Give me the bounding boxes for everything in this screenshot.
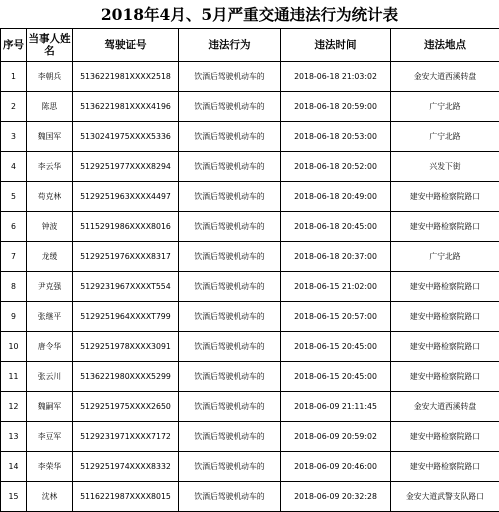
- cell-seq: 1: [1, 62, 27, 92]
- cell-violation: 饮酒后驾驶机动车的: [179, 212, 281, 242]
- table-row: [1, 152, 499, 182]
- cell-violation: 饮酒后驾驶机动车的: [179, 362, 281, 392]
- cell-violation: 饮酒后驾驶机动车的: [179, 62, 281, 92]
- cell-name: 李豆军: [27, 422, 73, 452]
- cell-violation: 饮酒后驾驶机动车的: [179, 332, 281, 362]
- cell-seq: 5: [1, 182, 27, 212]
- table-row: [1, 272, 499, 302]
- cell-seq: 2: [1, 92, 27, 122]
- cell-seq: 10: [1, 332, 27, 362]
- cell-seq: 4: [1, 152, 27, 182]
- cell-location: 建安中路检察院路口: [391, 452, 499, 482]
- cell-name: 张继平: [27, 302, 73, 332]
- cell-license: 5129251963XXXX4497: [73, 182, 179, 212]
- cell-location: 建安中路检察院路口: [391, 272, 499, 302]
- header-name: 当事人姓名: [27, 29, 73, 62]
- table-title: 2018年4月、5月严重交通违法行为统计表: [0, 0, 499, 28]
- cell-location: 金安大道西溪转盘: [391, 62, 499, 92]
- table-row: [1, 332, 499, 362]
- table-row: [1, 362, 499, 392]
- cell-license: 5136221981XXXX4196: [73, 92, 179, 122]
- cell-location: 广宁北路: [391, 242, 499, 272]
- cell-seq: 3: [1, 122, 27, 152]
- table-row: [1, 92, 499, 122]
- cell-time: 2018-06-09 20:59:02: [281, 422, 391, 452]
- cell-license: 5136221980XXXX5299: [73, 362, 179, 392]
- cell-violation: 饮酒后驾驶机动车的: [179, 122, 281, 152]
- cell-name: 张云川: [27, 362, 73, 392]
- cell-time: 2018-06-15 20:57:00: [281, 302, 391, 332]
- table-row: [1, 392, 499, 422]
- table-row: [1, 212, 499, 242]
- cell-time: 2018-06-18 21:03:02: [281, 62, 391, 92]
- cell-time: 2018-06-15 20:45:00: [281, 332, 391, 362]
- cell-name: 龙缓: [27, 242, 73, 272]
- cell-license: 5116221987XXXX8015: [73, 482, 179, 512]
- cell-seq: 15: [1, 482, 27, 512]
- cell-license: 5130241975XXXX5336: [73, 122, 179, 152]
- cell-violation: 饮酒后驾驶机动车的: [179, 242, 281, 272]
- cell-time: 2018-06-15 20:45:00: [281, 362, 391, 392]
- cell-location: 兴发下街: [391, 152, 499, 182]
- cell-violation: 饮酒后驾驶机动车的: [179, 422, 281, 452]
- cell-violation: 饮酒后驾驶机动车的: [179, 272, 281, 302]
- table-row: [1, 482, 499, 512]
- cell-time: 2018-06-15 21:02:00: [281, 272, 391, 302]
- cell-seq: 8: [1, 272, 27, 302]
- cell-license: 5129251978XXXX3091: [73, 332, 179, 362]
- cell-seq: 6: [1, 212, 27, 242]
- cell-name: 钟波: [27, 212, 73, 242]
- cell-violation: 饮酒后驾驶机动车的: [179, 302, 281, 332]
- header-time: 违法时间: [281, 29, 391, 62]
- cell-time: 2018-06-09 21:11:45: [281, 392, 391, 422]
- cell-location: 建安中路检察院路口: [391, 302, 499, 332]
- cell-seq: 11: [1, 362, 27, 392]
- cell-seq: 13: [1, 422, 27, 452]
- cell-name: 魏国军: [27, 122, 73, 152]
- table-body: [1, 62, 499, 512]
- cell-license: 5129251976XXXX8317: [73, 242, 179, 272]
- cell-name: 沈林: [27, 482, 73, 512]
- cell-time: 2018-06-18 20:59:00: [281, 92, 391, 122]
- cell-time: 2018-06-09 20:46:00: [281, 452, 391, 482]
- cell-license: 5129251977XXXX8294: [73, 152, 179, 182]
- violation-table: [0, 28, 499, 512]
- cell-name: 尹克强: [27, 272, 73, 302]
- cell-violation: 饮酒后驾驶机动车的: [179, 182, 281, 212]
- cell-time: 2018-06-18 20:49:00: [281, 182, 391, 212]
- cell-seq: 7: [1, 242, 27, 272]
- header-seq: 序号: [1, 29, 27, 62]
- cell-time: 2018-06-18 20:37:00: [281, 242, 391, 272]
- cell-license: 5129251974XXXX8332: [73, 452, 179, 482]
- table-row: [1, 122, 499, 152]
- cell-name: 魏嗣军: [27, 392, 73, 422]
- cell-violation: 饮酒后驾驶机动车的: [179, 452, 281, 482]
- header-violation: 违法行为: [179, 29, 281, 62]
- cell-time: 2018-06-09 20:32:28: [281, 482, 391, 512]
- cell-location: 广宁北路: [391, 122, 499, 152]
- cell-location: 建安中路检察院路口: [391, 362, 499, 392]
- table-row: [1, 242, 499, 272]
- cell-name: 唐令华: [27, 332, 73, 362]
- cell-location: 金安大道西溪转盘: [391, 392, 499, 422]
- table-row: [1, 452, 499, 482]
- cell-name: 李朝兵: [27, 62, 73, 92]
- cell-time: 2018-06-18 20:53:00: [281, 122, 391, 152]
- cell-name: 陈思: [27, 92, 73, 122]
- cell-location: 建安中路检察院路口: [391, 332, 499, 362]
- cell-license: 5129251964XXXXT799: [73, 302, 179, 332]
- cell-license: 5129231967XXXXT554: [73, 272, 179, 302]
- cell-name: 李荣华: [27, 452, 73, 482]
- cell-license: 5115291986XXXX8016: [73, 212, 179, 242]
- cell-violation: 饮酒后驾驶机动车的: [179, 482, 281, 512]
- table-row: [1, 182, 499, 212]
- cell-name: 李云华: [27, 152, 73, 182]
- cell-violation: 饮酒后驾驶机动车的: [179, 392, 281, 422]
- table-row: [1, 422, 499, 452]
- cell-time: 2018-06-18 20:45:00: [281, 212, 391, 242]
- cell-location: 广宁北路: [391, 92, 499, 122]
- cell-location: 建安中路检察院路口: [391, 212, 499, 242]
- cell-location: 建安中路检察院路口: [391, 422, 499, 452]
- cell-violation: 饮酒后驾驶机动车的: [179, 92, 281, 122]
- cell-name: 苟克林: [27, 182, 73, 212]
- cell-seq: 9: [1, 302, 27, 332]
- cell-location: 建安中路检察院路口: [391, 182, 499, 212]
- cell-violation: 饮酒后驾驶机动车的: [179, 152, 281, 182]
- cell-seq: 12: [1, 392, 27, 422]
- cell-seq: 14: [1, 452, 27, 482]
- cell-license: 5129231971XXXX7172: [73, 422, 179, 452]
- cell-time: 2018-06-18 20:52:00: [281, 152, 391, 182]
- cell-location: 金安大道武警支队路口: [391, 482, 499, 512]
- header-location: 违法地点: [391, 29, 499, 62]
- header-license: 驾驶证号: [73, 29, 179, 62]
- cell-license: 5129251975XXXX2650: [73, 392, 179, 422]
- cell-license: 5136221981XXXX2518: [73, 62, 179, 92]
- table-header-row: [1, 29, 499, 62]
- table-row: [1, 302, 499, 332]
- table-row: [1, 62, 499, 92]
